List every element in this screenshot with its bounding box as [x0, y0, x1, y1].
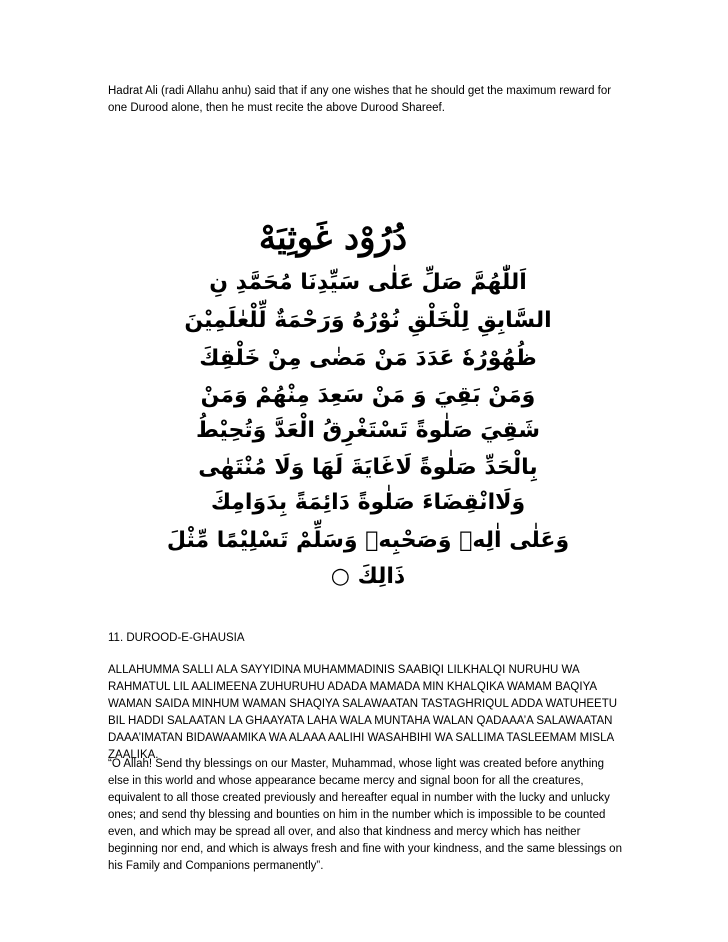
arabic-title: دُرُوْد غَوثِيَهْ — [258, 218, 408, 258]
arabic-line: ظُهُوْرُهٗ عَدَدَ مَنْ مَضٰى مِنْ خَلْقِكَ — [199, 346, 537, 371]
arabic-line: وَعَلٰى اٰلِهٖ وَصَحْبِهٖ وَسَلِّمْ تَسْلِيْمًا مِّثْلَ — [166, 528, 570, 553]
section-heading: 11. DUROOD-E-GHAUSIA — [108, 632, 245, 644]
arabic-line: ذَالِكَ ○ — [330, 564, 406, 589]
transliteration-paragraph: ALLAHUMMA SALLI ALA SAYYIDINA MUHAMMADINIS SAABIQI LILKHALQI NURUHU WA RAHMATUL LIL AALIMEENA ZUHURUHU ADADA MAMADA MIN KHALQIKA WAMAM BAQIYA WAMAN SAIDA MINHUM WAMAN SHAQIYA SALAWAATAN TASTAGHRIQUL ADDA WATUHEETU BIL HADDI SALAATAN LA GHAAYATA LAHA WALA MUNTAHA WALAN QADAAA’A SALAWAATAN DAAA’IMATAN BIDAWAAMIKA WA ALAAA AALIHI WASAHBIHI WA SALLIMA TASLEEMAM MISLA ZAALIKA. — [108, 664, 618, 761]
arabic-line: وَلَاانْقِضَاءَ صَلٰوةً دَائِمَةً بِدَوَامِكَ — [210, 490, 526, 515]
arabic-line: وَمَنْ بَقِيَ وَ مَنْ سَعِدَ مِنْهُمْ وَمَنْ — [200, 383, 536, 408]
translation-paragraph: “O Allah! Send thy blessings on our Master, Muhammad, whose light was created before anything else in this world and whose appearance became mercy and signal boon for all the creatures, equivalent to all those created previously and hereafter equal in number with the lucky and unlucky ones; and send thy blessing and bounties on him in the number which is impossible to be counted even, and which may be spread all over, and also that kindness and mercy which has neither beginning nor end, and which is always fresh and fine with your kindness, and the same blessings on his Family and Companions permanently”. — [108, 758, 622, 872]
arabic-line: السَّابِقِ لِلْخَلْقِ نُوْرُهُ وَرَحْمَةٌ لِّلْعٰلَمِيْنَ — [184, 308, 552, 333]
arabic-line: بِالْحَدِّ صَلٰوةً لَاغَايَةَ لَهَا وَلَا مُنْتَهٰى — [198, 455, 538, 480]
arabic-line: اَللّٰهُمَّ صَلِّ عَلٰى سَيِّدِنَا مُحَمَّدِ نِ — [209, 270, 527, 295]
arabic-durood-image — [108, 218, 628, 598]
arabic-line: شَقِيَ صَلٰوةً تَسْتَغْرِقُ الْعَدَّ وَتُحِيْطُ — [195, 418, 541, 443]
intro-paragraph: Hadrat Ali (radi Allahu anhu) said that if any one wishes that he should get the maximum reward for one Durood alone, then he must recite the above Durood Shareef. — [108, 85, 612, 114]
